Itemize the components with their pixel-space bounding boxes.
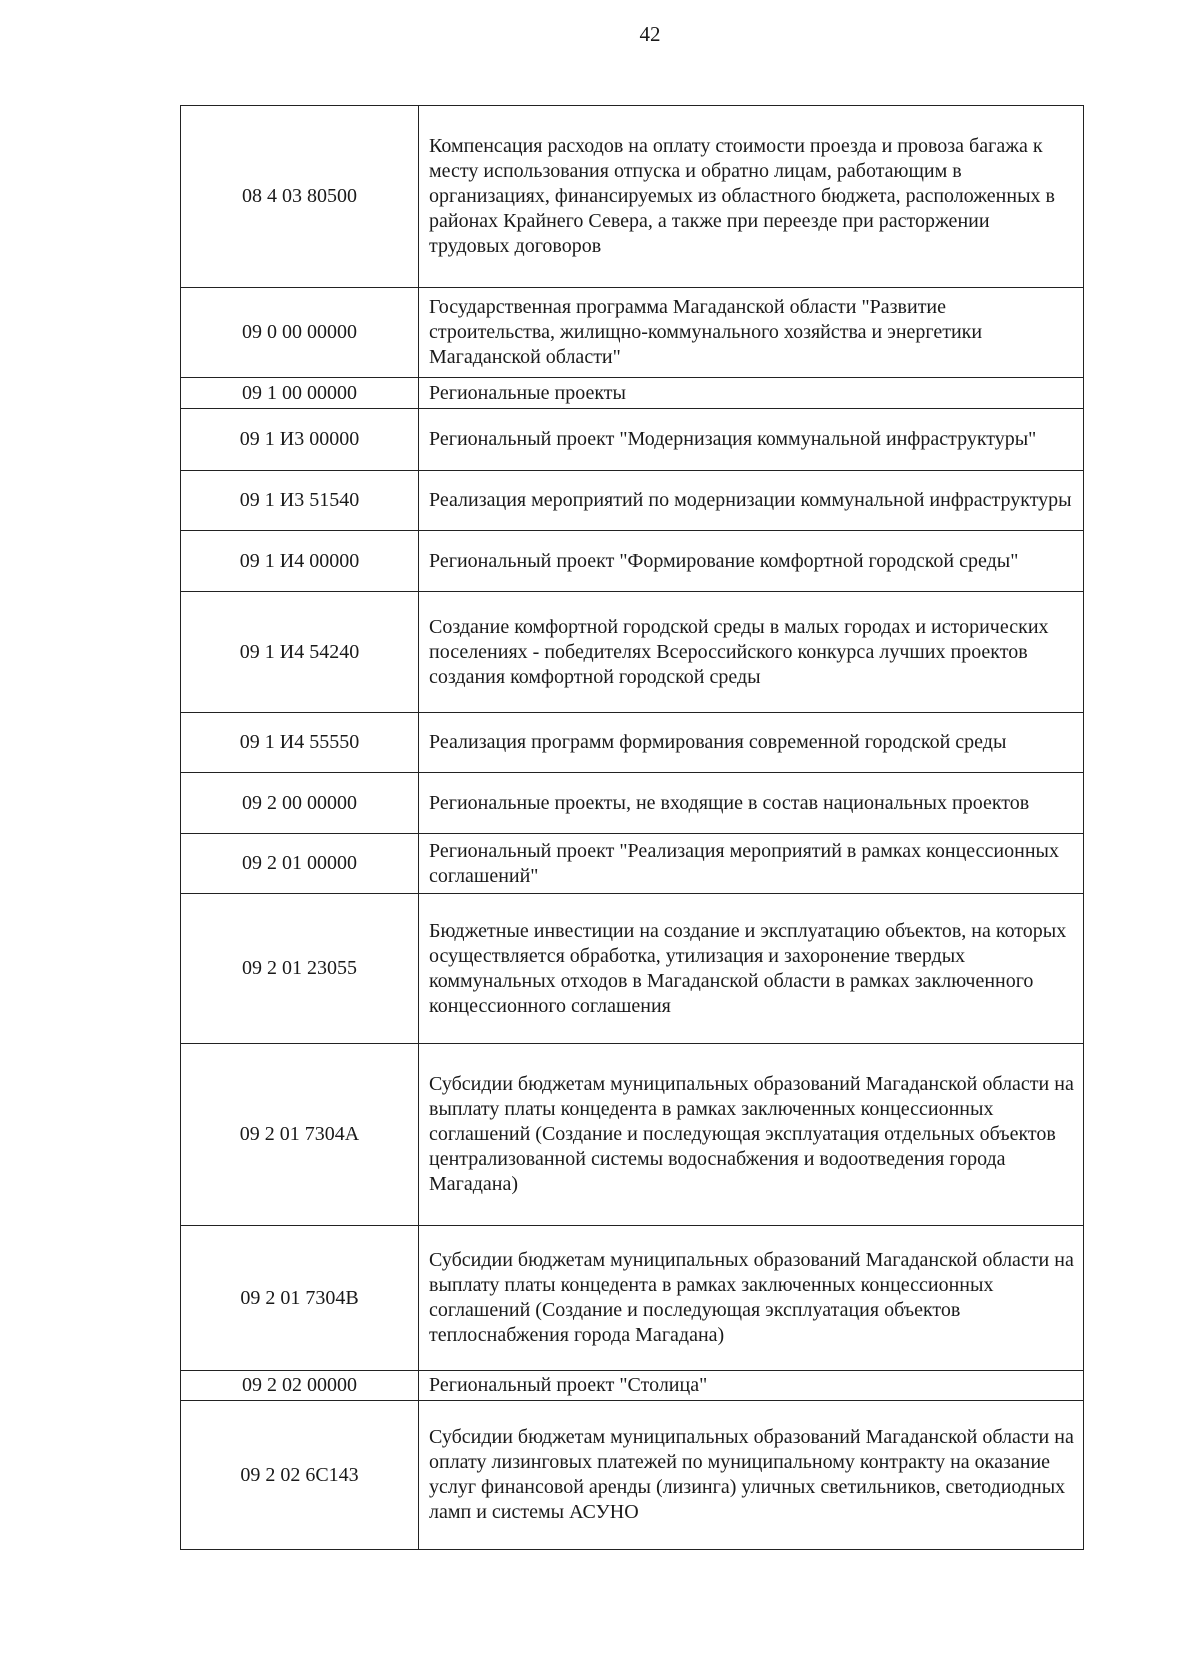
table-row	[181, 592, 1084, 713]
table-row	[181, 409, 1084, 471]
row-name: Компенсация расходов на оплату стоимости проезда и провоза багажа к месту использования отпуска и обратно лицам, работающим в организациях, финансируемых из областного бюджета, расположенных в районах Крайнего Севера, а также при переезде при расторжении трудовых договоров	[419, 106, 1084, 288]
row-name: Региональные проекты, не входящие в состав национальных проектов	[419, 773, 1084, 834]
row-name: Субсидии бюджетам муниципальных образований Магаданской области на выплату платы концедента в рамках заключенных концессионных соглашений (Создание и последующая эксплуатация объектов теплоснабжения города Магадана)	[419, 1226, 1084, 1371]
row-code: 09 1 И3 00000	[181, 409, 419, 471]
row-name: Создание комфортной городской среды в малых городах и исторических поселениях - победителях Всероссийского конкурса лучших проектов создания комфортной городской среды	[419, 592, 1084, 713]
table-row	[181, 471, 1084, 531]
table-row	[181, 1226, 1084, 1371]
row-name: Государственная программа Магаданской области "Развитие строительства, жилищно-коммунального хозяйства и энергетики Магаданской области"	[419, 288, 1084, 378]
table-row	[181, 106, 1084, 288]
table-row	[181, 1371, 1084, 1401]
row-code: 09 0 00 00000	[181, 288, 419, 378]
row-code: 09 1 И4 55550	[181, 713, 419, 773]
table-row	[181, 288, 1084, 378]
table-row	[181, 834, 1084, 894]
table-row	[181, 378, 1084, 409]
row-name: Реализация мероприятий по модернизации коммунальной инфраструктуры	[419, 471, 1084, 531]
row-code: 09 2 02 00000	[181, 1371, 419, 1401]
row-code: 09 1 И3 51540	[181, 471, 419, 531]
row-code: 09 1 00 00000	[181, 378, 419, 409]
row-name: Региональный проект "Столица"	[419, 1371, 1084, 1401]
row-name: Региональный проект "Модернизация коммунальной инфраструктуры"	[419, 409, 1084, 471]
table-row	[181, 773, 1084, 834]
row-name: Региональный проект "Формирование комфортной городской среды"	[419, 531, 1084, 592]
row-name: Субсидии бюджетам муниципальных образований Магаданской области на оплату лизинговых платежей по муниципальному контракту на оказание услуг финансовой аренды (лизинга) уличных светильников, светодиодных ламп и системы АСУНО	[419, 1401, 1084, 1550]
table-row	[181, 1044, 1084, 1226]
row-code: 09 2 02 6C143	[181, 1401, 419, 1550]
row-code: 09 1 И4 54240	[181, 592, 419, 713]
row-code: 08 4 03 80500	[181, 106, 419, 288]
row-name: Региональные проекты	[419, 378, 1084, 409]
page-number: 42	[639, 22, 661, 46]
row-name: Региональный проект "Реализация мероприятий в рамках концессионных соглашений"	[419, 834, 1084, 894]
row-code: 09 2 01 23055	[181, 894, 419, 1044]
row-name: Субсидии бюджетам муниципальных образований Магаданской области на выплату платы концедента в рамках заключенных концессионных соглашений (Создание и последующая эксплуатация отдельных объектов централизованной системы водоснабжения и водоотведения города Магадана)	[419, 1044, 1084, 1226]
row-name: Бюджетные инвестиции на создание и эксплуатацию объектов, на которых осуществляется обработка, утилизация и захоронение твердых коммунальных отходов в Магаданской области в рамках заключенного концессионного соглашения	[419, 894, 1084, 1044]
row-code: 09 2 01 7304B	[181, 1226, 419, 1371]
row-code: 09 1 И4 00000	[181, 531, 419, 592]
row-code: 09 2 00 00000	[181, 773, 419, 834]
table-row	[181, 531, 1084, 592]
table-row	[181, 894, 1084, 1044]
row-name: Реализация программ формирования современной городской среды	[419, 713, 1084, 773]
row-code: 09 2 01 7304A	[181, 1044, 419, 1226]
budget-classification-table	[180, 105, 1084, 1550]
row-code: 09 2 01 00000	[181, 834, 419, 894]
table-row	[181, 713, 1084, 773]
table-row	[181, 1401, 1084, 1550]
